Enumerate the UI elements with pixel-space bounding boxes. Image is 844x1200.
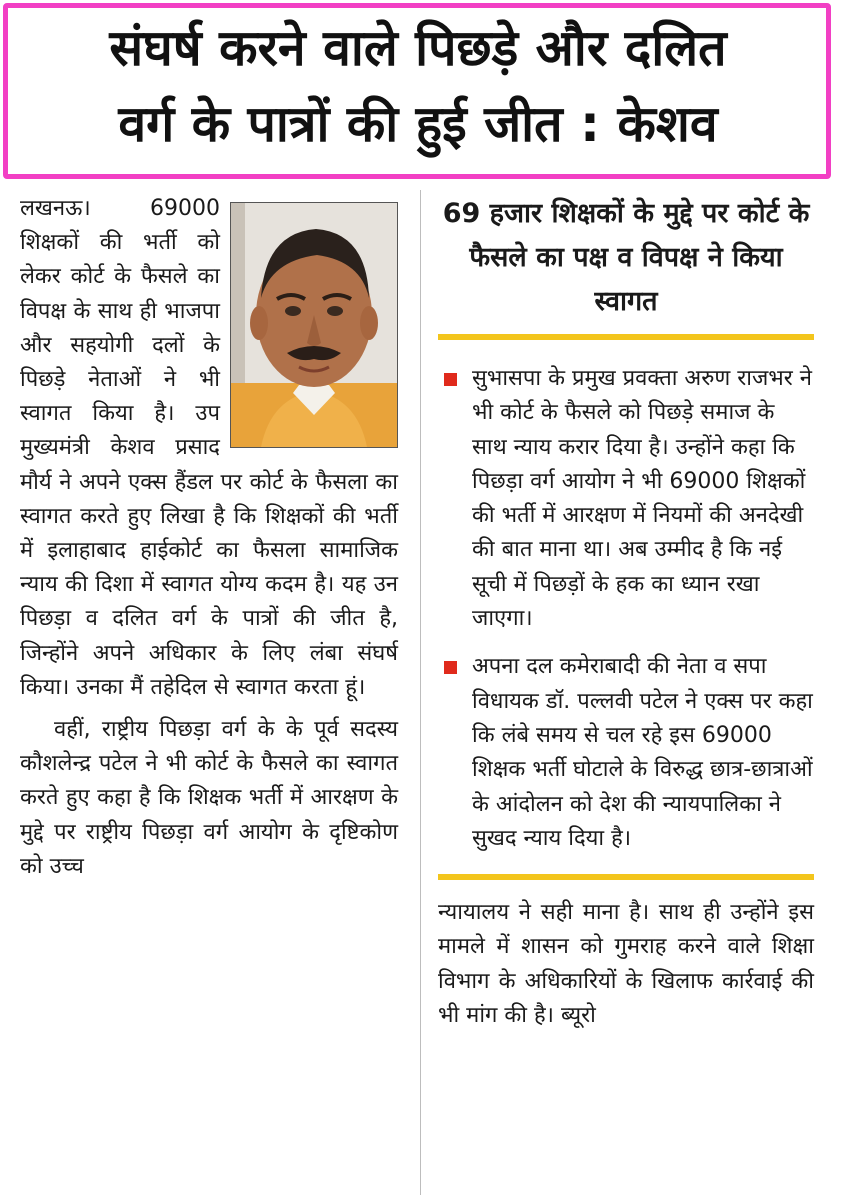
column-divider <box>420 190 421 1195</box>
left-column <box>20 192 398 884</box>
article-continuation: न्यायालय ने सही माना है। साथ ही उन्होंने इस मामले में शासन को गुमराह करने वाले शिक्षा विभाग के अधिकारियों के खिलाफ कार्रवाई की भी मांग की है। ब्यूरो <box>438 900 814 1029</box>
right-column <box>438 192 814 1033</box>
person-portrait-photo <box>230 202 398 448</box>
headline-line-2: वर्ग के पात्रों की हुई जीत : केशव <box>118 95 718 153</box>
bullet-item <box>438 362 814 636</box>
headline-line-1: संघर्ष करने वाले पिछड़े और दलित <box>109 19 727 77</box>
headline <box>8 10 828 162</box>
bullet-text: अपना दल कमेराबादी की नेता व सपा विधायक डॉ. पल्लवी पटेल ने एक्स पर कहा कि लंबे समय से चल रहे इस 69000 शिक्षक भर्ती घोटाले के विरुद्ध छात्र-छात्राओं के आंदोलन को देश की न्यायपालिका ने सुखद न्याय दिया है। <box>472 654 813 851</box>
red-square-bullet-icon <box>444 373 457 386</box>
article-paragraph-2: वहीं, राष्ट्रीय पिछड़ा वर्ग के के पूर्व सदस्य कौशलेन्द्र पटेल ने भी कोर्ट के फैसले का स्वागत करते हुए कहा है कि शिक्षक भर्ती में आरक्षण के मुद्दे पर राष्ट्रीय पिछड़ा वर्ग आयोग के दृष्टिकोण को उच्च <box>20 717 398 879</box>
sub-headline: 69 हजार शिक्षकों के मुद्दे पर कोर्ट के फैसले का पक्ष व विपक्ष ने किया स्वागत <box>442 198 810 317</box>
bullet-item <box>438 650 814 856</box>
yellow-rule-bottom <box>438 874 814 880</box>
bullet-text: सुभासपा के प्रमुख प्रवक्ता अरुण राजभर ने भी कोर्ट के फैसले को पिछड़े समाज के साथ न्याय करार दिया है। उन्होंने कहा कि पिछड़ा वर्ग आयोग ने भी 69000 शिक्षकों की भर्ती में आरक्षण में नियमों की अनदेखी की बात माना था। अब उम्मीद है कि नई सूची में पिछड़ों के हक का ध्यान रखा जाएगा। <box>472 366 812 632</box>
article-paragraph-1: लखनऊ। 69000 शिक्षकों की भर्ती को लेकर कोर्ट के फैसले का विपक्ष के साथ ही भाजपा और सहयोगी दलों के पिछड़े नेताओं ने भी स्वागत किया है। उप मुख्यमंत्री केशव प्रसाद मौर्य ने अपने एक्स हैंडल पर कोर्ट के फैसला का स्वागत करते हुए लिखा है कि शिक्षकों की भर्ती में इलाहाबाद हाईकोर्ट का फैसला सामाजिक न्याय की दिशा में स्वागत योग्य कदम है। यह उन पिछड़ा व दलित वर्ग के पात्रों की जीत है, जिन्होंने अपने अधिकार के लिए लंबा संघर्ष किया। उनका मैं तहेदिल से स्वागत करता हूं। <box>20 196 398 700</box>
red-square-bullet-icon <box>444 661 457 674</box>
yellow-rule-top <box>438 334 814 340</box>
portrait-illustration <box>231 203 397 447</box>
